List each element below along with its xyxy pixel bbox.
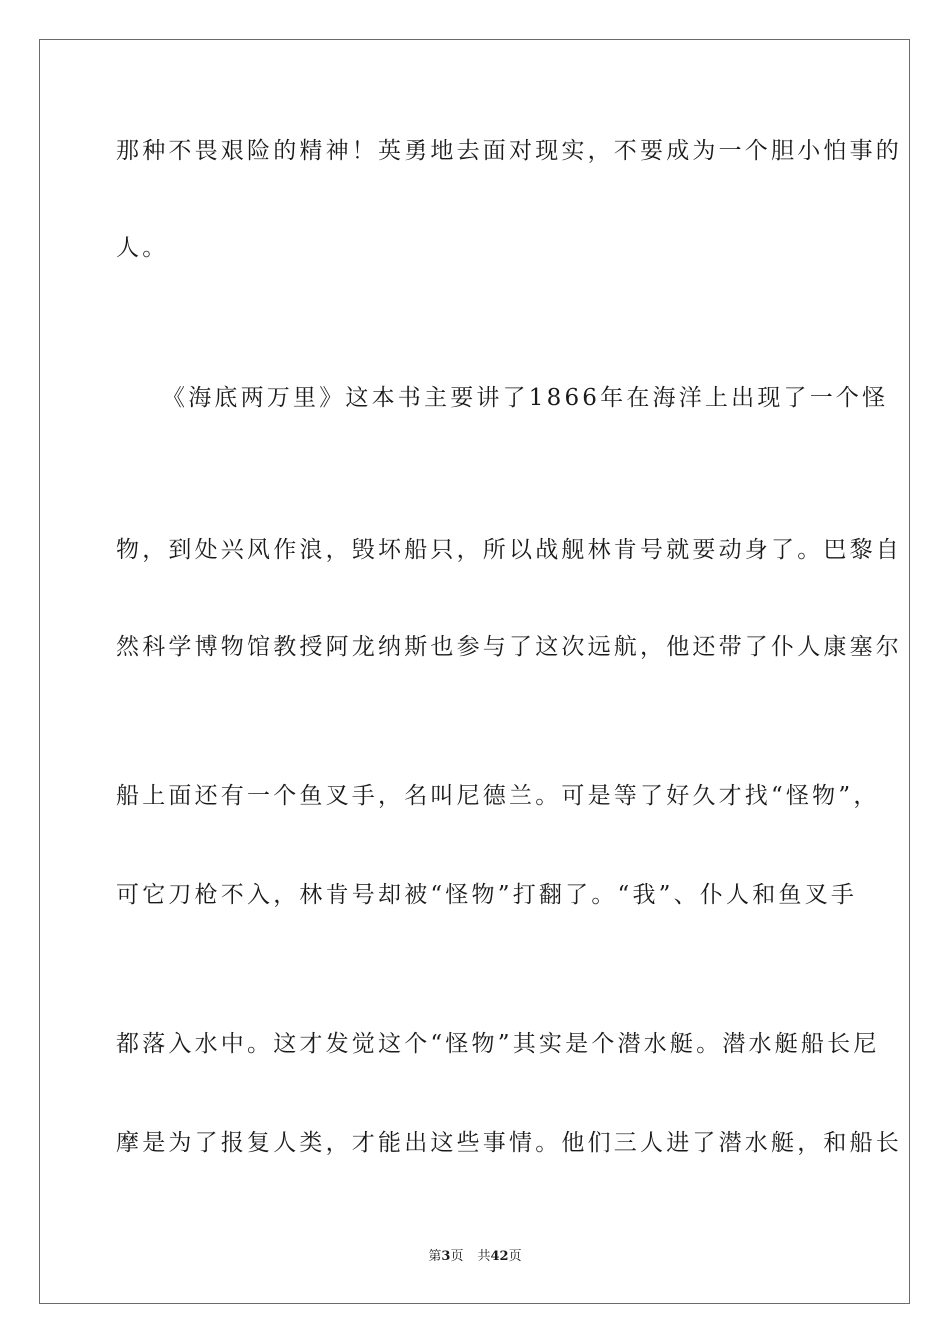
page-suffix: 页	[450, 1249, 464, 1264]
body-text-line: 可它刀枪不入，林肯号却被“怪物”打翻了。“我”、仆人和鱼叉手	[116, 882, 858, 908]
body-text-line: 摩是为了报复人类，才能出这些事情。他们三人进了潜水艇，和船长	[116, 1130, 902, 1156]
body-text-line: 物，到处兴风作浪，毁坏船只，所以战舰林肯号就要动身了。巴黎自	[116, 537, 902, 563]
page-border	[39, 39, 910, 1304]
body-text-line: 都落入水中。这才发觉这个“怪物”其实是个潜水艇。潜水艇船长尼	[116, 1031, 880, 1057]
body-text-line: 那种不畏艰险的精神！英勇地去面对现实，不要成为一个胆小怕事的	[116, 138, 902, 164]
total-suffix: 页	[508, 1249, 522, 1264]
page-prefix: 第	[428, 1249, 442, 1264]
body-text-line: 人。	[116, 235, 169, 261]
body-text-line: 然科学博物馆教授阿龙纳斯也参与了这次远航，他还带了仆人康塞尔	[116, 634, 902, 660]
total-prefix: 共	[477, 1249, 491, 1264]
page-footer	[0, 1248, 950, 1266]
page-number: 3	[441, 1249, 451, 1264]
paragraph-first-line: 《海底两万里》这本书主要讲了1866年在海洋上出现了一个怪	[162, 385, 889, 411]
total-pages: 42	[490, 1249, 509, 1264]
body-text-line: 船上面还有一个鱼叉手，名叫尼德兰。可是等了好久才找“怪物”，	[116, 783, 880, 809]
